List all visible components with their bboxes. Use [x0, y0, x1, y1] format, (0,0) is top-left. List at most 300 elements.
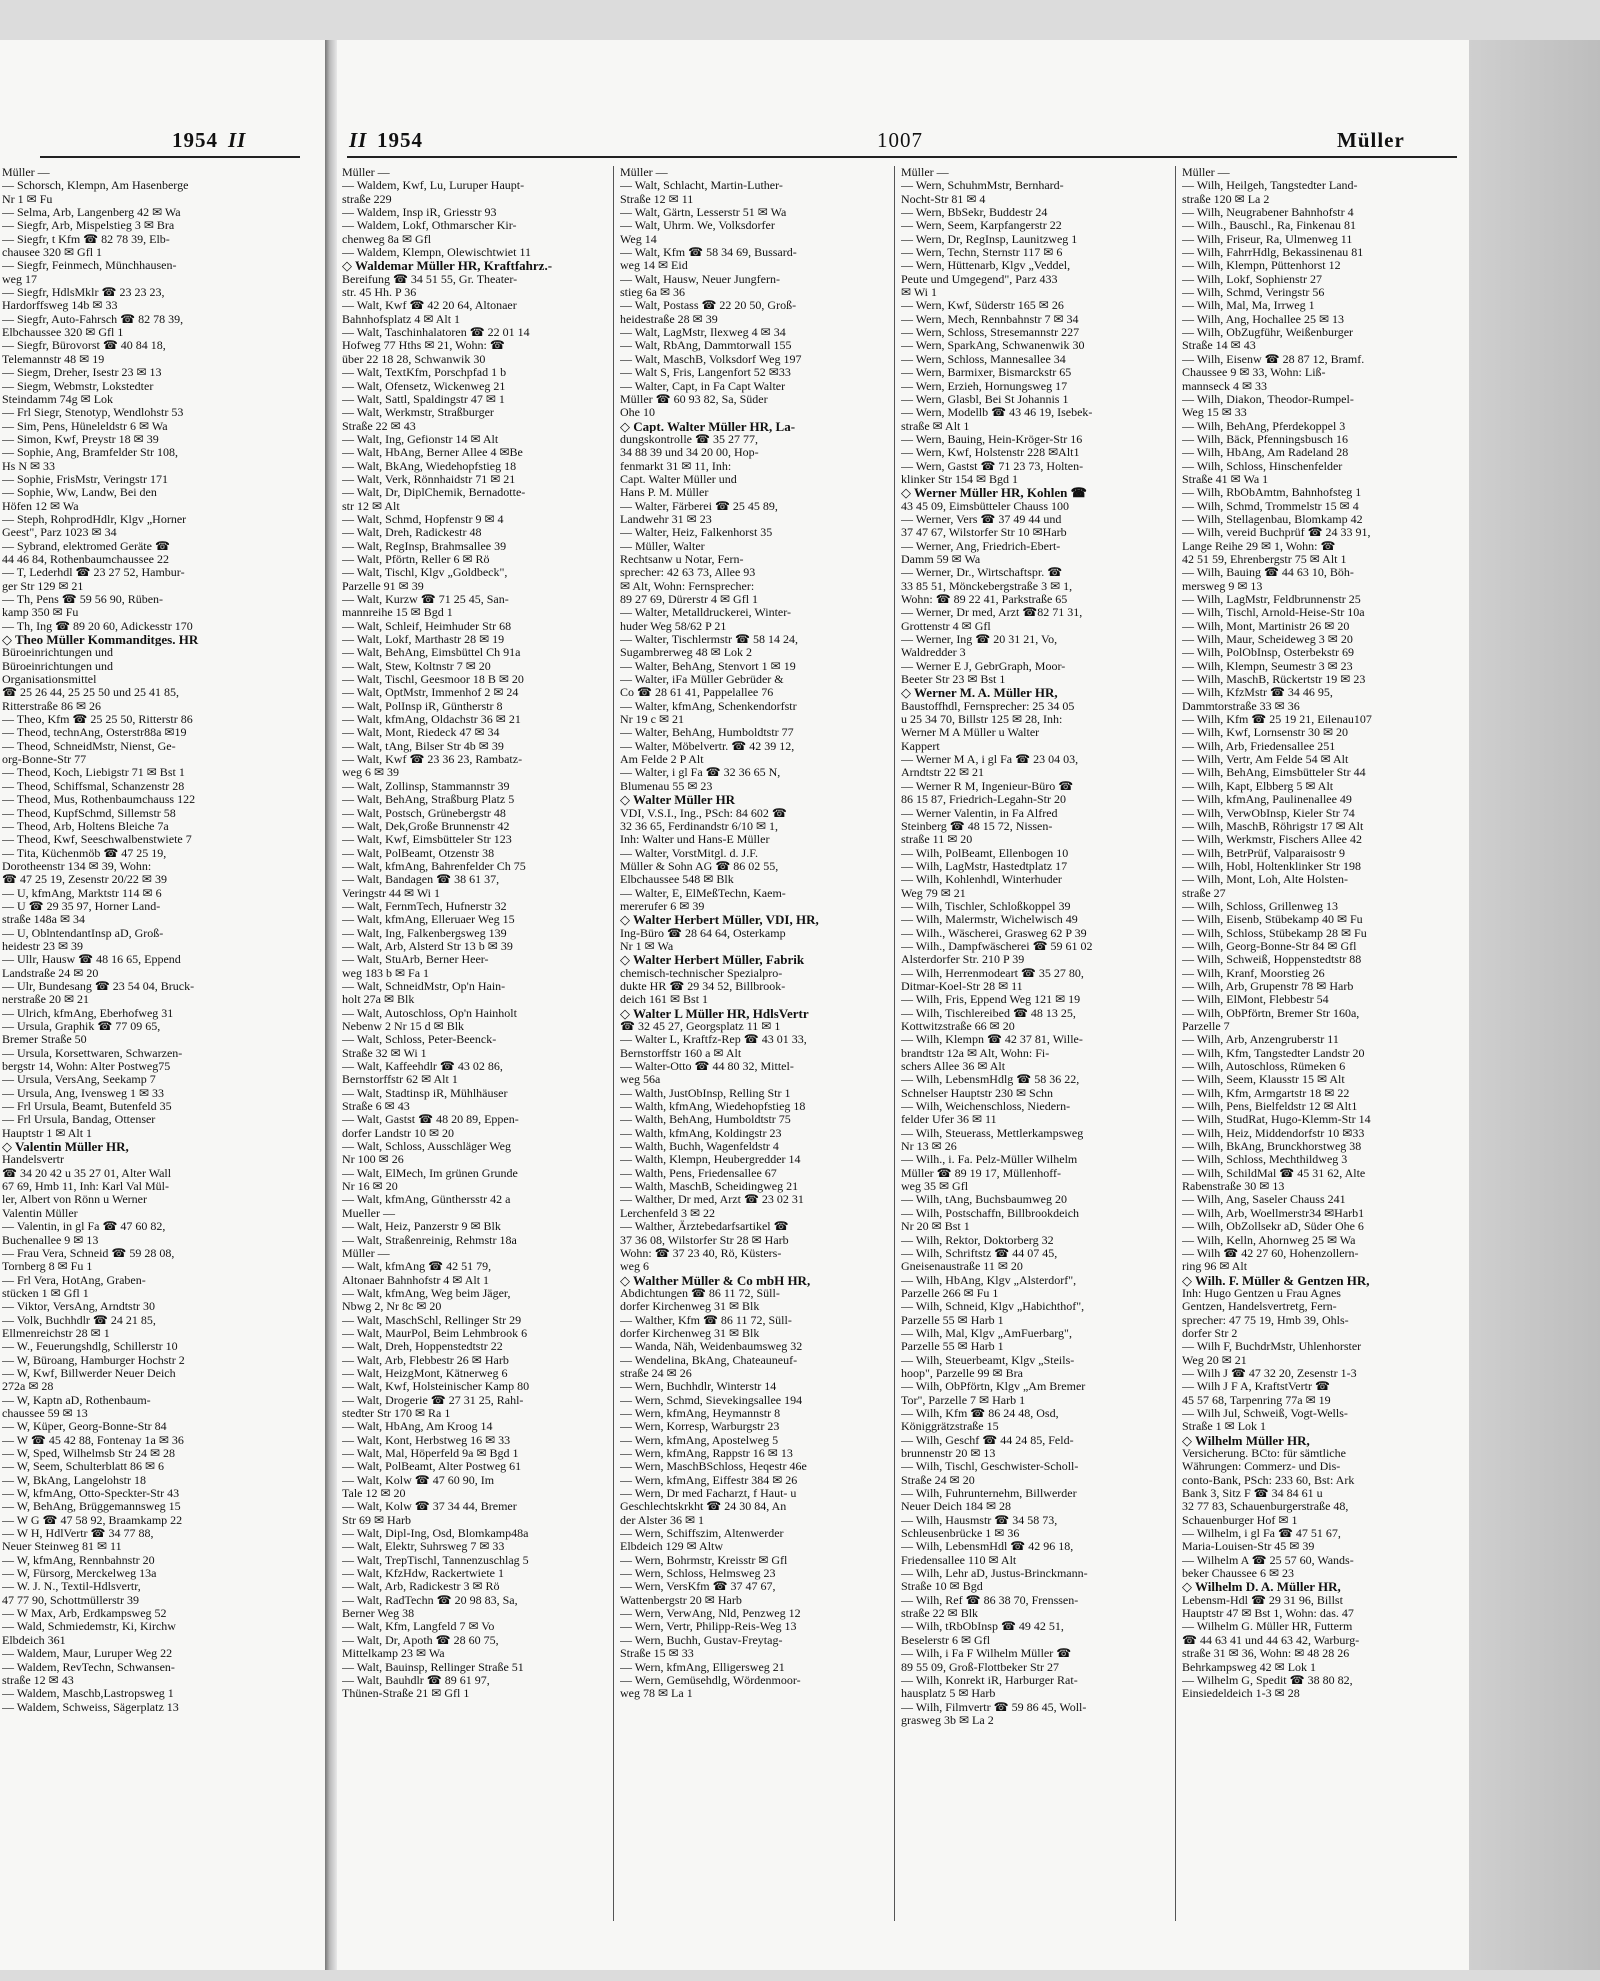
directory-line: straße 12 ✉ 43 — [2, 1673, 74, 1687]
directory-line: Waldredder 3 — [901, 646, 966, 660]
directory-line: Arndtstr 22 ✉ 21 — [901, 766, 985, 780]
directory-line: ✉ Alt, Wohn: Fernsprecher: — [620, 579, 755, 593]
directory-line: Müller — — [342, 166, 390, 179]
directory-line: — Walter, iFa Müller Gebrüder & — [620, 673, 784, 687]
directory-line: — Wilh, Schloss, Hinschenfelder — [1182, 459, 1343, 473]
directory-line: dorfer Str 2 — [1182, 1326, 1238, 1340]
firm-entry-heading: ◇ Walter Müller HR — [620, 793, 736, 807]
directory-line: straße 229 — [342, 192, 392, 206]
directory-line: Am Felde 2 P Alt — [620, 753, 704, 767]
directory-line: — Walt, BkAng, Wiedehopfstieg 18 — [342, 459, 517, 473]
directory-line: — Walt S, Fris, Langenfort 52 ✉33 — [620, 366, 791, 380]
directory-line: — Siegfr, t Kfm ☎ 82 78 39, Elb- — [2, 232, 170, 246]
directory-line: — Wilh, ObPförtn, Bremer Str 160a, — [1182, 1006, 1360, 1020]
directory-line: Blumenau 55 ✉ 23 — [620, 779, 713, 793]
directory-line: — Ursula, Graphik ☎ 77 09 65, — [2, 1020, 161, 1033]
directory-line: klinker Str 154 ✉ Bgd 1 — [901, 472, 1019, 486]
directory-line: — Wilh, Eisenw ☎ 28 87 12, Bramf. — [1182, 352, 1365, 366]
directory-line: — Frl Siegr, Stenotyp, Wendlohstr 53 — [2, 406, 184, 420]
directory-line: Nr 13 ✉ 26 — [901, 1140, 957, 1154]
directory-line: Geschlechtskrkht ☎ 24 30 84, An — [620, 1500, 787, 1514]
firm-entry-heading: ◇ Theo Müller Kommanditges. HR — [2, 633, 199, 647]
directory-line: ☎ 47 25 19, Zesenstr 20/22 ✉ 39 — [2, 873, 167, 887]
directory-line: Einsiedeldeich 1-3 ✉ 28 — [1182, 1687, 1300, 1701]
directory-line: Straße 14 ✉ 43 — [1182, 339, 1256, 353]
directory-line: ☎ 34 20 42 u 35 27 01, Alter Wall — [2, 1166, 172, 1180]
directory-line: — Wilh, Schloss, Mechthildweg 3 — [1182, 1153, 1348, 1167]
directory-line: der Alster 36 ✉ 1 — [620, 1513, 705, 1527]
directory-line: Nr 1 ✉ Fu — [2, 192, 53, 206]
directory-line: — Walt, ElMech, Im grünen Grunde — [342, 1166, 518, 1180]
directory-line: — Wendelina, BkAng, Chateauneuf- — [620, 1353, 798, 1367]
directory-line: — Wern, Glasbl, Bei St Johannis 1 — [901, 392, 1069, 406]
directory-line: — Wern, Hüttenarb, Klgv „Veddel, — [901, 259, 1071, 273]
directory-line: — Walt, Mont, Riedeck 47 ✉ 34 — [342, 726, 500, 740]
directory-line: heidestraße 28 ✉ 39 — [620, 312, 718, 326]
directory-line: — Walt, Kont, Herbstweg 16 ✉ 33 — [342, 1433, 511, 1447]
directory-line: Wohn: ☎ 37 23 40, Rö, Küsters- — [620, 1246, 782, 1260]
directory-line: — Walt, MaschSchl, Rellinger Str 29 — [342, 1313, 522, 1327]
directory-line: conto-Bank, PSch: 233 60, Bst: Ark — [1182, 1473, 1355, 1487]
directory-line: — Wilh, Ang, Saseler Chauss 241 — [1182, 1193, 1346, 1207]
directory-line: — Wern, Gemüsehdlg, Wördenmoor- — [620, 1673, 801, 1687]
directory-line: — Wilh, Neugrabener Bahnhofstr 4 — [1182, 206, 1354, 220]
directory-line: — Walt, Dreh, Hoppenstedtstr 22 — [342, 1340, 503, 1354]
firm-entry-heading: ◇ Valentin Müller HR, — [2, 1140, 129, 1154]
directory-line: org-Bonne-Str 77 — [2, 753, 87, 767]
directory-line: — Wilh, Schmd, Veringstr 56 — [1182, 286, 1325, 300]
directory-line: straße 11 ✉ 20 — [901, 833, 973, 847]
column-divider — [894, 166, 895, 1921]
directory-line: — Wilh, Kwf, Lornsenstr 30 ✉ 20 — [1182, 726, 1349, 740]
directory-line: — Wilh, LagMstr, Feldbrunnenstr 25 — [1182, 593, 1361, 606]
directory-line: — Wilh, Vertr, Am Felde 54 ✉ Alt — [1182, 753, 1349, 767]
directory-line: — Wilh J ☎ 47 32 20, Zesenstr 1-3 — [1182, 1366, 1357, 1380]
directory-line: weg 6 ✉ 39 — [342, 766, 400, 780]
directory-line: — W, Kwf, Billwerder Neuer Deich — [2, 1366, 176, 1380]
directory-line: Straße 32 ✉ Wi 1 — [342, 1046, 427, 1060]
directory-line: — Walter, BehAng, Humboldtstr 77 — [620, 726, 794, 740]
directory-line: — Walt, BehAng, Eimsbüttel Ch 91a — [342, 646, 521, 660]
directory-line: ring 96 ✉ Alt — [1182, 1260, 1248, 1274]
directory-line: — Wilh, LagMstr, Hastedtplatz 17 — [901, 859, 1068, 873]
directory-line: — Walt, Heiz, Panzerstr 9 ✉ Blk — [342, 1220, 501, 1234]
directory-line: — Walt, kfmAng, Weg beim Jäger, — [342, 1286, 511, 1300]
directory-line: — Walt, tAng, Bilser Str 4b ✉ 39 — [342, 739, 504, 753]
directory-line: 86 15 87, Friedrich-Legahn-Str 20 — [901, 793, 1066, 807]
directory-line: 67 69, Hmb 11, Inh: Karl Val Mül- — [2, 1180, 169, 1194]
directory-line: schers Allee 36 ✉ Alt — [901, 1060, 1006, 1074]
directory-line: — Siegfr, Feinmech, Münchhausen- — [2, 259, 177, 273]
directory-line: Berner Weg 38 — [342, 1607, 415, 1621]
directory-line: — Waldem, Maschb,Lastropsweg 1 — [2, 1687, 174, 1701]
directory-line: — Wilhelm G. Müller HR, Futterm — [1182, 1620, 1353, 1634]
directory-line: — Wilh, Ang, Hochallee 25 ✉ 13 — [1182, 312, 1344, 326]
directory-line: — Wilh, Hausmstr ☎ 34 58 73, — [901, 1513, 1058, 1527]
directory-line: Büroeinrichtungen und — [2, 646, 113, 660]
directory-line: — Wilh, Mal, Ma, Irrweg 1 — [1182, 299, 1315, 313]
directory-line: Hs N ✉ 33 — [2, 459, 56, 473]
directory-line: fenmarkt 31 ✉ 11, Inh: — [620, 459, 732, 473]
directory-line: — Wern, Modellb ☎ 43 46 19, Isebek- — [901, 406, 1093, 420]
directory-line: — Werner R M, Ingenieur-Büro ☎ — [901, 779, 1074, 793]
directory-line: — Walt, Tischl, Klgv „Goldbeck", — [342, 566, 508, 580]
directory-line: — Walt, HeizgMont, Kätnerweg 6 — [342, 1366, 508, 1380]
directory-line: kamp 350 ✉ Fu — [2, 606, 79, 620]
directory-line: — Walt, Pförtn, Reller 6 ✉ Rö — [342, 552, 490, 566]
directory-line: ☎ 25 26 44, 25 25 50 und 25 41 85, — [2, 686, 179, 700]
directory-line: — Wern, kfmAng, Heymannstr 8 — [620, 1406, 781, 1420]
directory-line: — Walt, RegInsp, Brahmsallee 39 — [342, 539, 507, 553]
directory-line: — Siegm, Dreher, Isestr 23 ✉ 13 — [2, 366, 162, 380]
directory-line: — Waldem, RevTechn, Schwansen- — [2, 1660, 175, 1674]
directory-line: — Wern, Gastst ☎ 71 23 73, Holten- — [901, 459, 1084, 473]
directory-line: str. 45 Hh. P 36 — [342, 286, 417, 300]
directory-line: — Theod, Arb, Holtens Bleiche 7a — [2, 819, 169, 833]
directory-line: — Wilh, Weichenschloss, Niedern- — [901, 1100, 1071, 1114]
directory-line: — Walt, KfzHdw, Rackertwiete 1 — [342, 1567, 504, 1581]
directory-line: dungskontrolle ☎ 35 27 77, — [620, 432, 758, 446]
directory-line: — Wilh, SchildMal ☎ 45 31 62, Alte — [1182, 1166, 1366, 1180]
firm-entry-heading: ◇ Werner Müller HR, Kohlen ☎ — [901, 486, 1087, 500]
directory-column-3 — [901, 166, 1169, 1727]
directory-line: — Ursula, Korsettwaren, Schwarzen- — [2, 1046, 183, 1060]
directory-line: — Frl Ursula, Bandag, Ottenser — [2, 1113, 156, 1127]
directory-line: Parzelle 55 ✉ Harb 1 — [901, 1313, 1004, 1327]
directory-line: — Wilh, BehAng, Pferdekoppel 3 — [1182, 419, 1346, 433]
directory-line: 37 47 67, Wilstorfer Str 10 ✉Harb — [901, 526, 1067, 540]
directory-line: — Walt, Sattl, Spaldingstr 47 ✉ 1 — [342, 392, 505, 406]
directory-line: — Wilh, Klempn ☎ 42 37 81, Wille- — [901, 1033, 1083, 1047]
directory-line: Schleusenbrücke 1 ✉ 36 — [901, 1527, 1020, 1541]
directory-line: — Wilh, KfzMstr ☎ 34 46 95, — [1182, 686, 1333, 700]
directory-line: — Wilh, Arb, Woellmerstr34 ✉Harb1 — [1182, 1206, 1365, 1220]
directory-line: — Wern, Schloss, Helmsweg 23 — [620, 1567, 776, 1581]
directory-line: — Wilh., Dampfwäscherei ☎ 59 61 02 — [901, 939, 1093, 953]
directory-line: Wohn: ☎ 89 22 41, Parkstraße 65 — [901, 593, 1068, 606]
directory-line: weg 78 ✉ La 1 — [620, 1687, 693, 1701]
directory-line: — Th, Pens ☎ 59 56 90, Rüben- — [2, 593, 164, 606]
directory-line: — U, kfmAng, Marktstr 114 ✉ 6 — [2, 886, 162, 900]
directory-line: 89 55 09, Groß-Flottbeker Str 27 — [901, 1660, 1059, 1674]
directory-line: Bremer Straße 50 — [2, 1033, 87, 1047]
left-volume: II — [228, 128, 247, 152]
directory-line: — Wilh, i Fa F Wilhelm Müller ☎ — [901, 1647, 1072, 1661]
directory-line: Mittelkamp 23 ✉ Wa — [342, 1647, 445, 1661]
directory-line: — Wilh F, BuchdrMstr, Uhlenhorster — [1182, 1340, 1362, 1354]
directory-line: 44 46 84, Rothenbaumchaussee 22 — [2, 552, 169, 566]
directory-line: — Walt, RbAng, Dammtorwall 155 — [620, 339, 792, 353]
directory-line: Landwehr 31 ✉ 23 — [620, 512, 712, 526]
directory-line: — Werner, Vers ☎ 37 49 44 und — [901, 512, 1062, 526]
directory-line: — Wilh, Maur, Scheideweg 3 ✉ 20 — [1182, 633, 1353, 647]
directory-line: sprecher: 42 63 73, Allee 93 — [620, 566, 756, 580]
directory-line: — Viktor, VersAng, Arndtstr 30 — [2, 1300, 156, 1314]
directory-line: — Walt, PolBeamt, Alter Postweg 61 — [342, 1460, 522, 1474]
directory-line: — W, Kaptn aD, Rothenbaum- — [2, 1393, 151, 1407]
directory-line: — W, BehAng, Brüggemannsweg 15 — [2, 1500, 181, 1514]
directory-line: — Walt, Autoschloss, Op'n Hainholt — [342, 1006, 517, 1020]
directory-line: ✉ Wi 1 — [901, 286, 938, 300]
directory-line: — Wilh, Fris, Eppend Weg 121 ✉ 19 — [901, 993, 1081, 1007]
directory-line: — Walt, HbAng, Am Kroog 14 — [342, 1420, 493, 1434]
directory-line: — Wilh, Bäck, Pfenningsbusch 16 — [1182, 432, 1348, 446]
directory-line: — Wilh, Tischl, Arnold-Heise-Str 10a — [1182, 606, 1365, 620]
right-header-rule — [347, 156, 1457, 158]
directory-line: — Walter, VorstMitgl. d. J.F. — [620, 846, 758, 860]
directory-line: — Wilh, Schneid, Klgv „Habichthof", — [901, 1300, 1085, 1314]
directory-line: — Wern, Erzieh, Hornungsweg 17 — [901, 379, 1068, 393]
directory-line: — Walter-Otto ☎ 44 80 32, Mittel- — [620, 1060, 794, 1074]
directory-line: straße 148a ✉ 34 — [2, 913, 86, 927]
directory-line: — Walt, kfmAng, Oldachstr 36 ✉ 21 — [342, 713, 521, 727]
directory-line: — Wilh., Bauschl., Ra, Finkenau 81 — [1182, 219, 1356, 233]
directory-line: — Wald, Schmiedemstr, Ki, Kirchw — [2, 1620, 176, 1634]
directory-line: — W, Büroang, Hamburger Hochstr 2 — [2, 1353, 185, 1367]
directory-line: — Walt, Dipl-Ing, Osd, Blomkamp48a — [342, 1527, 529, 1541]
directory-line: — Wern, Schloss, Mannesallee 34 — [901, 352, 1066, 366]
directory-line: — Schorsch, Klempn, Am Hasenberge — [2, 179, 189, 193]
directory-line: 272a ✉ 28 — [2, 1380, 54, 1394]
directory-line: u 25 34 70, Billstr 125 ✉ 28, Inh: — [901, 713, 1063, 727]
directory-line: Straße 41 ✉ Wa 1 — [1182, 472, 1269, 486]
directory-line: Capt. Walter Müller und — [620, 472, 737, 486]
right-page — [337, 40, 1469, 1970]
directory-line: straße 22 ✉ Blk — [901, 1607, 979, 1621]
directory-line: — Wilh, ElMont, Flebbestr 54 — [1182, 993, 1329, 1007]
directory-line: — Wern, Buchhdlr, Winterstr 14 — [620, 1380, 777, 1394]
directory-line: — Wilh, RbObAmtm, Bahnhofsteg 1 — [1182, 486, 1362, 500]
directory-line: heidestr 23 ✉ 39 — [2, 939, 84, 953]
directory-line: — Wern, Schmd, Sievekingsallee 194 — [620, 1393, 803, 1407]
directory-line: Valentin Müller — [2, 1206, 78, 1220]
directory-line: — Ullr, Hausw ☎ 48 16 65, Eppend — [2, 953, 181, 967]
directory-line: — Walt, Uhrm. We, Volksdorfer — [620, 219, 775, 233]
firm-entry-heading: ◇ Wilhelm Müller HR, — [1182, 1433, 1310, 1447]
directory-line: — Walth, JustObInsp, Relling Str 1 — [620, 1086, 791, 1100]
directory-line: felder Ufer 36 ✉ 11 — [901, 1113, 997, 1127]
directory-line: — Walt, MaschB, Volksdorf Weg 197 — [620, 352, 802, 366]
directory-line: — Wilh, Schloss, Stübekamp 28 ✉ Fu — [1182, 926, 1367, 940]
directory-line: weg 14 ✉ Eid — [620, 259, 688, 273]
directory-line: — Theod, Mus, Rothenbaumchauss 122 — [2, 793, 196, 807]
directory-line: dorfer Kirchenweg 31 ✉ Blk — [620, 1300, 760, 1314]
directory-line: — Walter, kfmAng, Schenkendorfstr — [620, 699, 797, 713]
directory-line: — Walt, Bandagen ☎ 38 61 37, — [342, 873, 500, 887]
directory-line: Beselerstr 6 ✉ Gfl — [901, 1633, 991, 1647]
directory-line: straße 31 ✉ 36, Wohn: ✉ 48 28 26 — [1182, 1647, 1350, 1661]
directory-line: Parzelle 266 ✉ Fu 1 — [901, 1286, 999, 1300]
directory-line: — Walt, Schloss, Ausschläger Weg — [342, 1140, 511, 1154]
directory-line: — Wilh, Kohlenhdl, Winterhuder — [901, 873, 1062, 887]
directory-line: Müller & Sohn AG ☎ 86 02 55, — [620, 859, 779, 873]
directory-line: Straße 12 ✉ 11 — [620, 192, 694, 206]
directory-line: Nr 19 c ✉ 21 — [620, 713, 685, 727]
directory-line: — Waldem, Klempn, Olewischtwiet 11 — [342, 246, 531, 260]
directory-line: — Wilh, Mont, Martinistr 26 ✉ 20 — [1182, 619, 1350, 633]
directory-line: mererufer 6 ✉ 39 — [620, 899, 705, 913]
directory-line: — Walther, Ärztebedarfsartikel ☎ — [620, 1220, 789, 1234]
directory-line: — Wilh., i. Fa. Pelz-Müller Wilhelm — [901, 1153, 1078, 1167]
directory-line: Mueller — — [342, 1206, 395, 1220]
directory-line: — Walt, Hausw, Neuer Jungfern- — [620, 272, 780, 286]
directory-line: — Wilh, Filmvertr ☎ 59 86 45, Woll- — [901, 1700, 1087, 1714]
directory-line: 37 36 08, Wilstorfer Str 28 ✉ Harb — [620, 1233, 789, 1247]
directory-line: sprecher: 47 75 19, Hmb 39, Ohls- — [1182, 1313, 1349, 1327]
directory-line: — Walt, Tischl, Geesmoor 18 B ✉ 20 — [342, 673, 524, 687]
directory-line: Lebensm-Hdl ☎ 29 31 96, Billst — [1182, 1593, 1343, 1607]
directory-line: 34 88 39 und 34 20 00, Hop- — [620, 446, 759, 460]
directory-line: Werner M A Müller u Walter — [901, 726, 1040, 740]
directory-line: grasweg 3b ✉ La 2 — [901, 1713, 994, 1727]
directory-line: — Wilh, Rektor, Doktorberg 32 — [901, 1233, 1054, 1247]
directory-line: Straße 6 ✉ 43 — [342, 1100, 410, 1114]
directory-line: — Wilh, Bauing ☎ 44 63 10, Böh- — [1182, 566, 1354, 580]
page-number: 1007 — [877, 128, 923, 152]
directory-line: Nocht-Str 81 ✉ 4 — [901, 192, 986, 206]
directory-line: — Walth, MaschB, Scheidingweg 21 — [620, 1180, 799, 1194]
directory-line: dorfer Kirchenweg 31 ✉ Blk — [620, 1326, 760, 1340]
directory-line: — Wilh, Arb, Anzengruberstr 11 — [1182, 1033, 1339, 1047]
directory-line: — Wilh, Arb, Grupenstr 78 ✉ Harb — [1182, 979, 1354, 993]
directory-line: — Walt, Dr, Apoth ☎ 28 60 75, — [342, 1633, 499, 1647]
directory-line: — Wern, Seem, Karpfangerstr 22 — [901, 219, 1062, 233]
directory-line: Hauptstr 47 ✉ Bst 1, Wohn: das. 47 — [1182, 1607, 1354, 1621]
directory-line: — Wern, SparkAng, Schwanenwik 30 — [901, 339, 1085, 353]
directory-line: — Walt, Dek,Große Brunnenstr 42 — [342, 819, 510, 833]
directory-line: — Waldem, Schweiss, Sägerplatz 13 — [2, 1700, 179, 1714]
directory-line: Damm 59 ✉ Wa — [901, 552, 981, 566]
directory-line: Elbdeich 129 ✉ Altw — [620, 1540, 724, 1554]
directory-line: — Werner M A, i gl Fa ☎ 23 04 03, — [901, 753, 1079, 767]
directory-line: — Walth, Pens, Friedensallee 67 — [620, 1166, 777, 1180]
directory-line: — Siegfr, Auto-Fahrsch ☎ 82 78 39, — [2, 312, 184, 326]
firm-entry-heading: ◇ Waldemar Müller HR, Kraftfahrz.- — [342, 259, 553, 273]
directory-line: — Wilh, Kfm ☎ 86 24 48, Osd, — [901, 1406, 1059, 1420]
directory-line: — Wilh, MaschB, Rückertstr 19 ✉ 23 — [1182, 673, 1366, 687]
directory-line: — Wilh, Klempn, Püttenhorst 12 — [1182, 259, 1341, 273]
directory-line: — Wilh, tAng, Buchsbaumweg 20 — [901, 1193, 1067, 1207]
directory-line: — Walt, Schleif, Heimhuder Str 68 — [342, 619, 512, 633]
directory-line: — Wilh, Lehr aD, Justus-Brinckmann- — [901, 1567, 1088, 1581]
directory-line: — Walt, Schmd, Hopfenstr 9 ✉ 4 — [342, 512, 504, 526]
directory-line: — Wilh, tRbObInsp ☎ 49 42 51, — [901, 1620, 1064, 1634]
directory-line: — Wern, MaschBSchloss, Heqestr 46e — [620, 1460, 807, 1474]
directory-line: 45 57 68, Tarpenring 77a ✉ 19 — [1182, 1393, 1331, 1407]
directory-line: — Wilhelm A ☎ 25 57 60, Wands- — [1182, 1553, 1354, 1567]
directory-line: Steinberg ☎ 48 15 72, Nissen- — [901, 819, 1053, 833]
directory-line: weg 35 ✉ Gfl — [901, 1180, 969, 1194]
directory-line: — Wern, kfmAng, Eiffestr 384 ✉ 26 — [620, 1473, 798, 1487]
directory-line: — Walter, E, ElMeßTechn, Kaem- — [620, 886, 786, 900]
directory-line: — Siegm, Webmstr, Lokstedter — [2, 379, 154, 393]
directory-line: — Walt, Taschinhalatoren ☎ 22 01 14 — [342, 326, 530, 340]
directory-line: — Walt, Dr, DiplChemik, Bernadotte- — [342, 486, 526, 500]
directory-line: — Wilh, Stellagenbau, Blomkamp 42 — [1182, 512, 1363, 526]
directory-line: — Ursula, Ang, Ivensweg 1 ✉ 33 — [2, 1086, 165, 1100]
directory-line: chaussee 59 ✉ 13 — [2, 1406, 88, 1420]
directory-line: Hardorffsweg 14b ✉ 33 — [2, 299, 118, 313]
directory-line: — Theod, technAng, Osterstr88a ✉19 — [2, 726, 187, 740]
directory-line: — Sim, Pens, Hüneleldstr 6 ✉ Wa — [2, 419, 168, 433]
directory-line: Hauptstr 1 ✉ Alt 1 — [2, 1126, 93, 1140]
directory-line: — W, Küper, Georg-Bonne-Str 84 — [2, 1420, 167, 1434]
directory-line: ☎ 44 63 41 und 44 63 42, Warburg- — [1182, 1633, 1360, 1647]
directory-line: — Wilh J F A, KraftstVertr ☎ — [1182, 1380, 1330, 1394]
directory-line: 32 36 65, Ferdinandstr 6/10 ✉ 1, — [620, 819, 779, 833]
directory-line: Elbdeich 361 — [2, 1633, 66, 1647]
directory-line: — Walt, Elektr, Suhrsweg 7 ✉ 33 — [342, 1540, 505, 1554]
directory-line: — Walt, Postsch, Grünebergstr 48 — [342, 806, 506, 820]
directory-line: — Wern, Korresp, Warburgstr 23 — [620, 1420, 780, 1434]
directory-line: — W, Fürsorg, Merckelweg 13a — [2, 1567, 157, 1581]
directory-line: — Wern, kfmAng, Apostelweg 5 — [620, 1433, 779, 1447]
directory-line: Bank 3, Sitz F ☎ 34 84 61 u — [1182, 1487, 1323, 1501]
directory-line: — Wilh, Kfm, Armgartstr 18 ✉ 22 — [1182, 1086, 1350, 1100]
directory-line: Parzelle 7 — [1182, 1020, 1230, 1033]
directory-line: Ditmar-Koel-Str 28 ✉ 11 — [901, 979, 1023, 993]
directory-line: — Walth, kfmAng, Koldingstr 23 — [620, 1126, 782, 1140]
directory-line: ger Str 129 ✉ 21 — [2, 579, 84, 593]
directory-line: hausplatz 5 ✉ Harb — [901, 1687, 996, 1701]
directory-line: straße 24 ✉ 26 — [620, 1366, 692, 1380]
directory-line: Weg 15 ✉ 33 — [1182, 406, 1247, 420]
directory-line: Dorotheenstr 134 ✉ 39, Wohn: — [2, 859, 152, 873]
directory-line: — Walt, SchneidMstr, Op'n Hain- — [342, 979, 506, 993]
directory-line: Müller — — [1182, 166, 1230, 179]
directory-line: 47 77 90, Schottmüllerstr 39 — [2, 1593, 139, 1607]
directory-line: — U ☎ 29 35 97, Horner Land- — [2, 899, 161, 913]
directory-line: — Wern, Kwf, Holstenstr 228 ✉Alt1 — [901, 446, 1080, 460]
directory-line: Straße 15 ✉ 33 — [620, 1647, 694, 1661]
directory-line: nerstraße 20 ✉ 21 — [2, 993, 90, 1007]
directory-line: — Siegfr, Arb, Mispelstieg 3 ✉ Bra — [2, 219, 175, 233]
directory-line: — Siegfr, Bürovorst ☎ 40 84 18, — [2, 339, 166, 353]
directory-line: — Walt, HbAng, Berner Allee 4 ✉Be — [342, 446, 523, 460]
directory-line: Nr 20 ✉ Bst 1 — [901, 1220, 970, 1234]
directory-line: Lange Reihe 29 ✉ 1, Wohn: ☎ — [1182, 539, 1336, 553]
left-year: 1954 — [172, 128, 218, 152]
directory-line: str 12 ✉ Alt — [342, 499, 400, 513]
directory-line: Bernstorffstr 160 a ✉ Alt — [620, 1046, 742, 1060]
directory-line: — Walt, Kwf, Eimsbütteler Str 123 — [342, 833, 512, 847]
directory-line: 32 77 83, Schauenburgerstraße 48, — [1182, 1500, 1349, 1514]
directory-line: — Walt, Drogerie ☎ 27 31 25, Rahl- — [342, 1393, 524, 1407]
directory-line: Dammtorstraße 33 ✉ 36 — [1182, 699, 1300, 713]
directory-line: — W, kfmAng, Otto-Speckter-Str 43 — [2, 1487, 180, 1501]
directory-line: Ritterstraße 86 ✉ 26 — [2, 699, 102, 713]
directory-line: — Wilh, StudRat, Hugo-Klemm-Str 14 — [1182, 1113, 1371, 1127]
directory-line: Behrkampsweg 42 ✉ Lok 1 — [1182, 1660, 1317, 1674]
directory-line: — Wilh, Tischlereibed ☎ 48 13 25, — [901, 1006, 1076, 1020]
directory-line: — Walter L, Kraftfz-Rep ☎ 43 01 33, — [620, 1033, 807, 1047]
directory-line: — Walter, Tischlermstr ☎ 58 14 24, — [620, 633, 798, 647]
directory-line: Thünen-Straße 21 ✉ Gfl 1 — [342, 1687, 470, 1701]
directory-line: — Walt, Kaffeehdlr ☎ 43 02 86, — [342, 1060, 503, 1074]
directory-line: holt 27a ✉ Blk — [342, 993, 415, 1007]
directory-line: Straße 10 ✉ Bgd — [901, 1580, 983, 1594]
directory-line: — Walter, BehAng, Stenvort 1 ✉ 19 — [620, 659, 796, 673]
directory-line: Rechtsanw u Notar, Fern- — [620, 552, 744, 566]
directory-line: — W, kfmAng, Rennbahnstr 20 — [2, 1553, 155, 1567]
directory-line: — Walter, Möbelvertr. ☎ 42 39 12, — [620, 739, 795, 753]
directory-line: — Wilh, ObPförtn, Klgv „Am Bremer — [901, 1380, 1086, 1394]
directory-line: Hans P. M. Müller — [620, 486, 709, 500]
directory-line: — Walt, Kolw ☎ 47 60 90, Im — [342, 1473, 495, 1487]
directory-line: — Wilh, BkAng, Brunckhorstweg 38 — [1182, 1140, 1362, 1154]
directory-line: Straße 1 ✉ Lok 1 — [1182, 1420, 1267, 1434]
directory-line: — Theod, KupfSchmd, Sillemstr 58 — [2, 806, 176, 820]
